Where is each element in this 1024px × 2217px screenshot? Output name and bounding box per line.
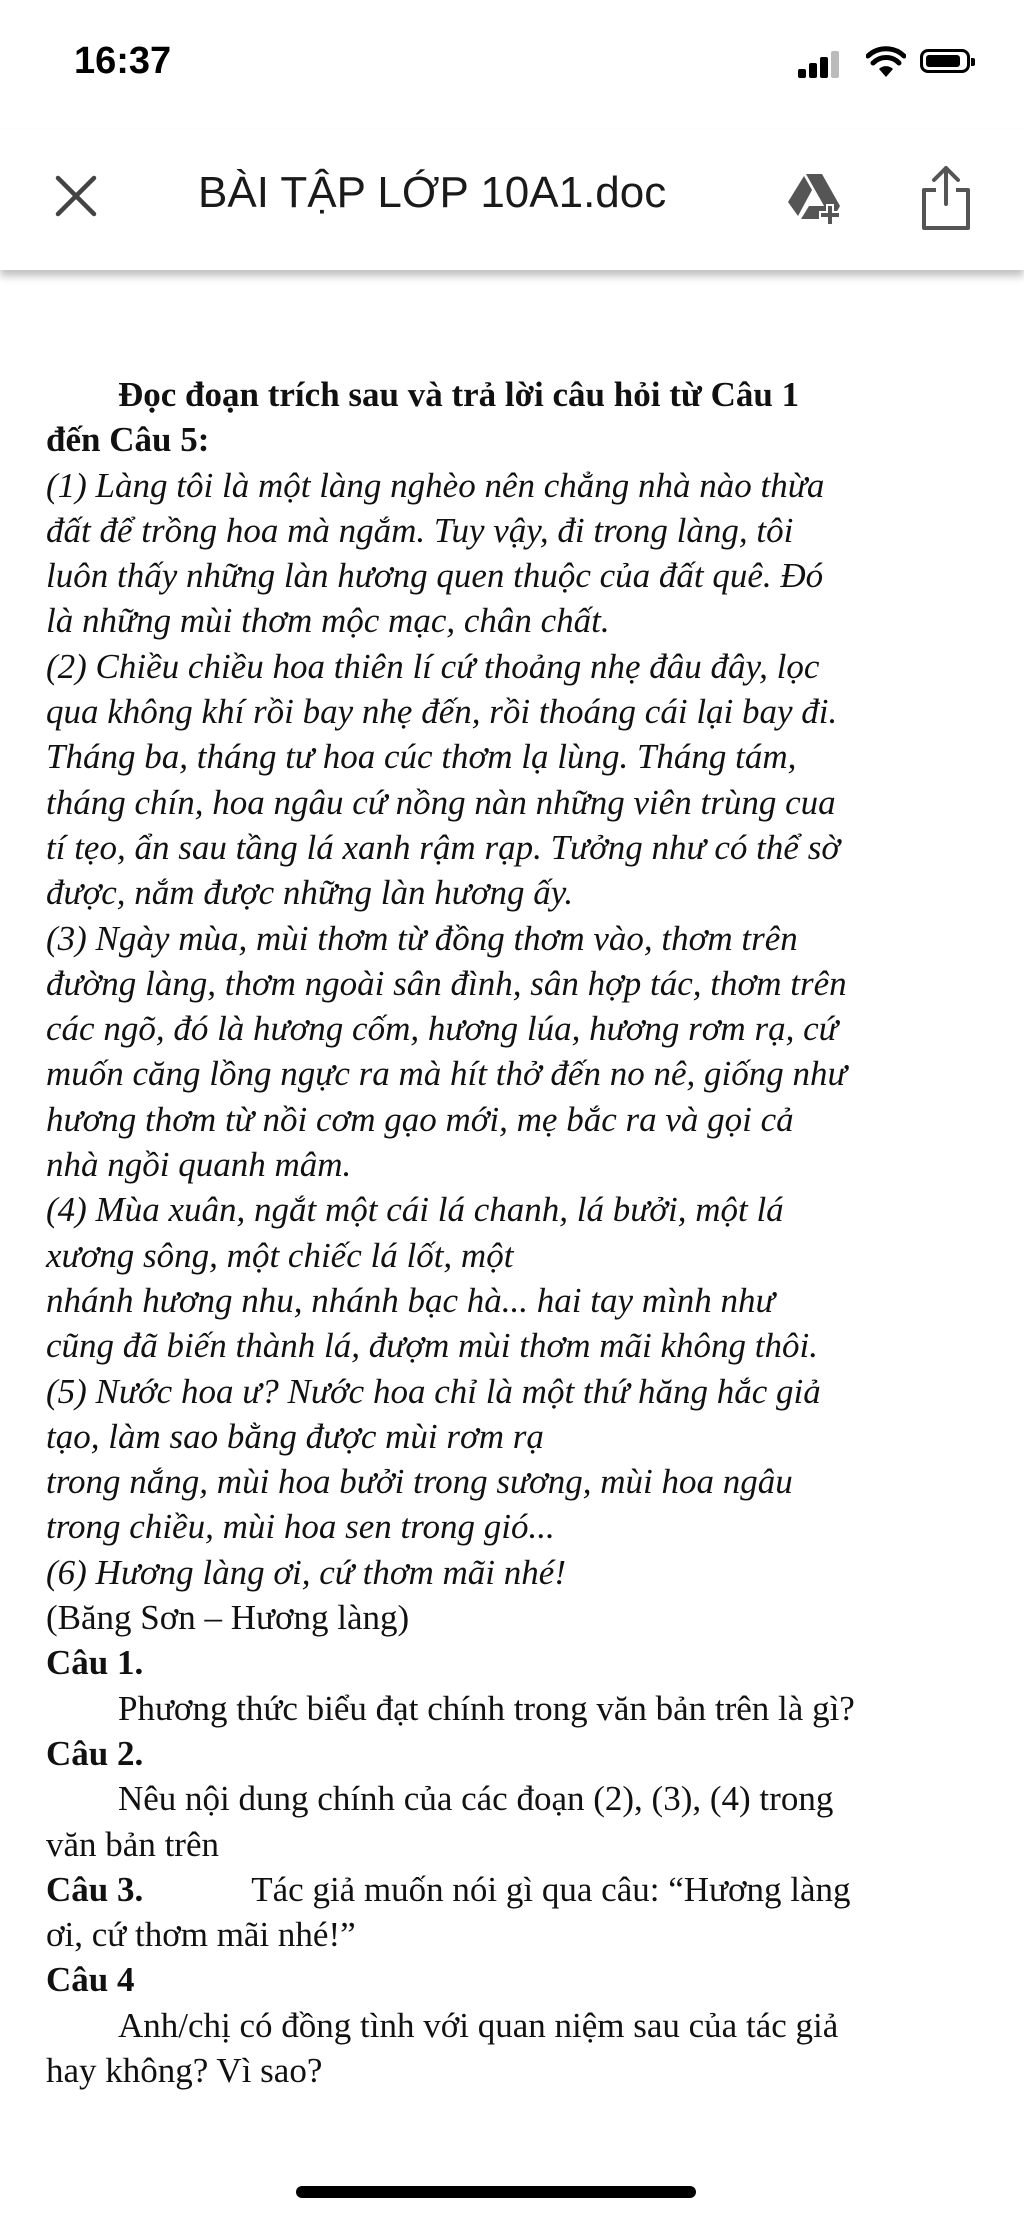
passage-line: (5) Nước hoa ư? Nước hoa chỉ là một thứ hăng hắc giả [46, 1371, 821, 1411]
question-4-label: Câu 4 [46, 1960, 135, 2000]
passage-line: nhà ngồi quanh mâm. [46, 1145, 352, 1185]
question-4-text-cont: hay không? Vì sao? [46, 2050, 323, 2090]
intro-line-1: Đọc đoạn trích sau và trả lời câu hỏi từ Câu 1 [118, 375, 800, 414]
passage-line: tháng chín, hoa ngâu cứ nồng nàn những viên trùng cua [46, 782, 836, 822]
question-4-text: Anh/chị có đồng tình với quan niệm sau của tác giả [118, 2005, 839, 2045]
passage-line: là những mùi thơm mộc mạc, chân chất. [46, 601, 610, 641]
passage-line: (4) Mùa xuân, ngắt một cái lá chanh, lá bưởi, một lá [46, 1190, 784, 1230]
passage-line: trong chiều, mùi hoa sen trong gió... [46, 1507, 555, 1547]
passage-line: nhánh hương nhu, nhánh bạc hà... hai tay mình như [46, 1280, 775, 1320]
passage-line: muốn căng lồng ngực ra mà hít thở đến no nê, giống như [46, 1054, 847, 1094]
passage-line: được, nắm được những làn hương ấy. [46, 873, 574, 913]
question-3-text: Tác giả muốn nói gì qua câu: “Hương làng [251, 1869, 851, 1909]
document-title: BÀI TẬP LỚP 10A1.doc [198, 168, 667, 217]
status-bar [0, 0, 1024, 130]
passage-line: trong nắng, mùi hoa bưởi trong sương, mùi hoa ngâu [46, 1462, 793, 1502]
passage-line: cũng đã biến thành lá, đượm mùi thơm mãi không thôi. [46, 1326, 818, 1366]
drive-add-icon[interactable] [784, 170, 850, 226]
toolbar [0, 130, 1024, 270]
intro-line-2: đến Câu 5: [46, 420, 210, 460]
question-1-label: Câu 1. [46, 1643, 144, 1683]
passage-line: đường làng, thơm ngoài sân đình, sân hợp tác, thơm trên [46, 963, 847, 1003]
passage-line: luôn thấy những làn hương quen thuộc của đất quê. Đó [46, 556, 824, 596]
passage-line: các ngõ, đó là hương cốm, hương lúa, hương rơm rạ, cứ [46, 1009, 838, 1049]
question-3-row [46, 1867, 976, 1912]
passage-line: tạo, làm sao bằng được mùi rơm rạ [46, 1416, 544, 1456]
passage-line: hương thơm từ nồi cơm gạo mới, mẹ bắc ra và gọi cả [46, 1099, 794, 1139]
source-citation: (Băng Sơn – Hương làng) [46, 1598, 410, 1638]
document-content [46, 372, 976, 2093]
home-indicator[interactable] [296, 2186, 696, 2198]
question-3-label: Câu 3. [46, 1869, 144, 1909]
signal-icon [798, 50, 842, 78]
wifi-icon [866, 46, 906, 78]
share-icon[interactable] [918, 162, 974, 232]
passage-line: qua không khí rồi bay nhẹ đến, rồi thoáng cái lại bay đi. [46, 692, 838, 732]
passage-line: (2) Chiều chiều hoa thiên lí cứ thoảng nhẹ đâu đây, lọc [46, 646, 820, 686]
passage-line: (1) Làng tôi là một làng nghèo nên chẳng nhà nào thừa [46, 465, 825, 505]
passage-line: (3) Ngày mùa, mùi thơm từ đồng thơm vào, thơm trên [46, 918, 798, 958]
status-time: 16:37 [74, 40, 172, 82]
question-1-text: Phương thức biểu đạt chính trong văn bản trên là gì? [118, 1688, 855, 1728]
question-2-text-cont: văn bản trên [46, 1824, 219, 1864]
passage-line: xương sông, một chiếc lá lốt, một [46, 1235, 514, 1275]
question-2-label: Câu 2. [46, 1733, 144, 1773]
question-3-text-cont: ơi, cứ thơm mãi nhé!” [46, 1915, 356, 1955]
passage-line: tí tẹo, ẩn sau tầng lá xanh rậm rạp. Tưởng như có thể sờ [46, 827, 840, 867]
question-2-text: Nêu nội dung chính của các đoạn (2), (3), (4) trong [118, 1779, 834, 1819]
close-icon[interactable] [50, 170, 102, 222]
passage-line: (6) Hương làng ơi, cứ thơm mãi nhé! [46, 1552, 566, 1592]
passage-line: Tháng ba, tháng tư hoa cúc thơm lạ lùng. Tháng tám, [46, 737, 797, 777]
battery-icon [920, 49, 970, 73]
passage-line: đất để trồng hoa mà ngắm. Tuy vậy, đi trong làng, tôi [46, 510, 794, 550]
